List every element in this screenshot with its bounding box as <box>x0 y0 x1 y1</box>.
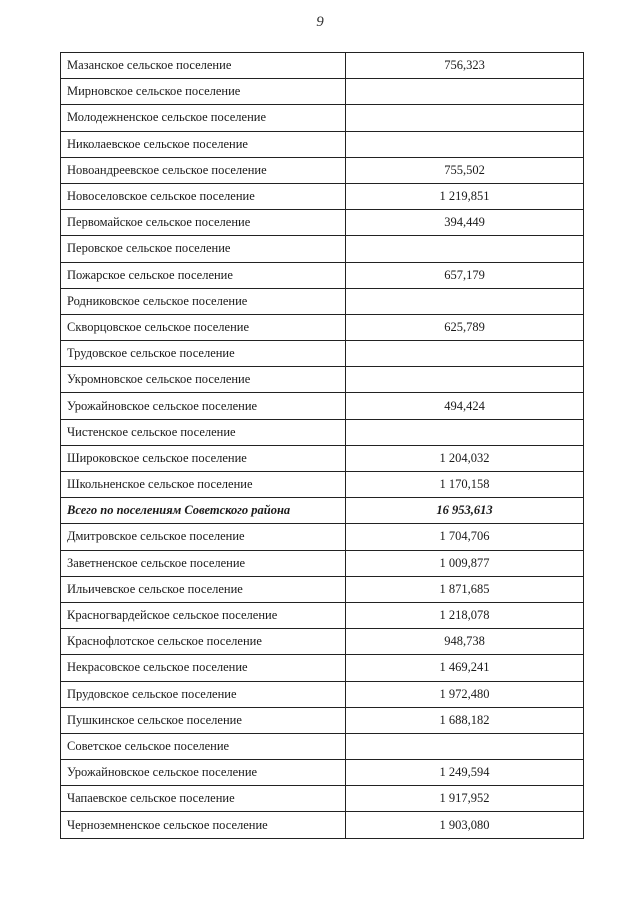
settlement-name-cell: Чапаевское сельское поселение <box>61 786 346 812</box>
table-row <box>61 262 584 288</box>
table-row <box>61 655 584 681</box>
page-number: 9 <box>316 14 324 30</box>
settlement-name-cell: Родниковское сельское поселение <box>61 288 346 314</box>
amount-cell <box>346 79 584 105</box>
amount-cell: 394,449 <box>346 210 584 236</box>
settlement-name-cell: Всего по поселениям Советского района <box>61 498 346 524</box>
table-row <box>61 341 584 367</box>
settlement-name-cell: Черноземненское сельское поселение <box>61 812 346 838</box>
table-row <box>61 760 584 786</box>
settlement-name-cell: Краснофлотское сельское поселение <box>61 629 346 655</box>
settlement-name-cell: Прудовское сельское поселение <box>61 681 346 707</box>
table-row <box>61 524 584 550</box>
amount-cell: 1 170,158 <box>346 472 584 498</box>
settlement-name-cell: Заветненское сельское поселение <box>61 550 346 576</box>
amount-cell: 1 249,594 <box>346 760 584 786</box>
table-row <box>61 288 584 314</box>
settlement-name-cell: Трудовское сельское поселение <box>61 341 346 367</box>
amount-cell <box>346 341 584 367</box>
settlement-name-cell: Новоселовское сельское поселение <box>61 183 346 209</box>
settlement-name-cell: Чистенское сельское поселение <box>61 419 346 445</box>
amount-cell <box>346 131 584 157</box>
amount-cell: 16 953,613 <box>346 498 584 524</box>
amount-cell: 1 469,241 <box>346 655 584 681</box>
amount-cell: 1 009,877 <box>346 550 584 576</box>
table-row <box>61 786 584 812</box>
amount-cell: 756,323 <box>346 53 584 79</box>
settlements-table-body <box>61 53 584 839</box>
table-row <box>61 236 584 262</box>
table-row <box>61 472 584 498</box>
table-row <box>61 183 584 209</box>
settlement-name-cell: Николаевское сельское поселение <box>61 131 346 157</box>
amount-cell <box>346 288 584 314</box>
table-row <box>61 629 584 655</box>
settlement-name-cell: Мирновское сельское поселение <box>61 79 346 105</box>
table-row <box>61 419 584 445</box>
table-row <box>61 53 584 79</box>
amount-cell <box>346 733 584 759</box>
table-row <box>61 707 584 733</box>
table-row <box>61 367 584 393</box>
settlement-name-cell: Некрасовское сельское поселение <box>61 655 346 681</box>
settlement-name-cell: Первомайское сельское поселение <box>61 210 346 236</box>
table-row <box>61 812 584 838</box>
table-row <box>61 157 584 183</box>
amount-cell: 657,179 <box>346 262 584 288</box>
settlement-name-cell: Ильичевское сельское поселение <box>61 576 346 602</box>
settlement-name-cell: Пушкинское сельское поселение <box>61 707 346 733</box>
amount-cell: 1 871,685 <box>346 576 584 602</box>
amount-cell: 1 972,480 <box>346 681 584 707</box>
settlement-name-cell: Укромновское сельское поселение <box>61 367 346 393</box>
amount-cell: 1 219,851 <box>346 183 584 209</box>
amount-cell: 755,502 <box>346 157 584 183</box>
settlement-name-cell: Перовское сельское поселение <box>61 236 346 262</box>
table-row <box>61 445 584 471</box>
amount-cell <box>346 419 584 445</box>
settlement-name-cell: Широковское сельское поселение <box>61 445 346 471</box>
table-total-row <box>61 498 584 524</box>
settlement-name-cell: Урожайновское сельское поселение <box>61 393 346 419</box>
settlement-name-cell: Красногвардейское сельское поселение <box>61 602 346 628</box>
settlement-name-cell: Скворцовское сельское поселение <box>61 314 346 340</box>
amount-cell: 494,424 <box>346 393 584 419</box>
amount-cell: 625,789 <box>346 314 584 340</box>
amount-cell: 948,738 <box>346 629 584 655</box>
table-row <box>61 733 584 759</box>
table-row <box>61 105 584 131</box>
settlement-name-cell: Урожайновское сельское поселение <box>61 760 346 786</box>
settlement-name-cell: Советское сельское поселение <box>61 733 346 759</box>
settlement-name-cell: Новоандреевское сельское поселение <box>61 157 346 183</box>
settlement-name-cell: Пожарское сельское поселение <box>61 262 346 288</box>
table-row <box>61 79 584 105</box>
table-row <box>61 393 584 419</box>
amount-cell: 1 204,032 <box>346 445 584 471</box>
table-row <box>61 681 584 707</box>
settlement-name-cell: Мазанское сельское поселение <box>61 53 346 79</box>
settlement-name-cell: Молодежненское сельское поселение <box>61 105 346 131</box>
settlement-name-cell: Дмитровское сельское поселение <box>61 524 346 550</box>
table-row <box>61 602 584 628</box>
amount-cell: 1 218,078 <box>346 602 584 628</box>
amount-cell: 1 688,182 <box>346 707 584 733</box>
amount-cell <box>346 236 584 262</box>
table-row <box>61 210 584 236</box>
amount-cell: 1 917,952 <box>346 786 584 812</box>
table-row <box>61 131 584 157</box>
table-row <box>61 314 584 340</box>
amount-cell: 1 704,706 <box>346 524 584 550</box>
amount-cell: 1 903,080 <box>346 812 584 838</box>
table-row <box>61 576 584 602</box>
amount-cell <box>346 367 584 393</box>
amount-cell <box>346 105 584 131</box>
table-row <box>61 550 584 576</box>
settlements-table <box>60 52 584 839</box>
settlement-name-cell: Школьненское сельское поселение <box>61 472 346 498</box>
